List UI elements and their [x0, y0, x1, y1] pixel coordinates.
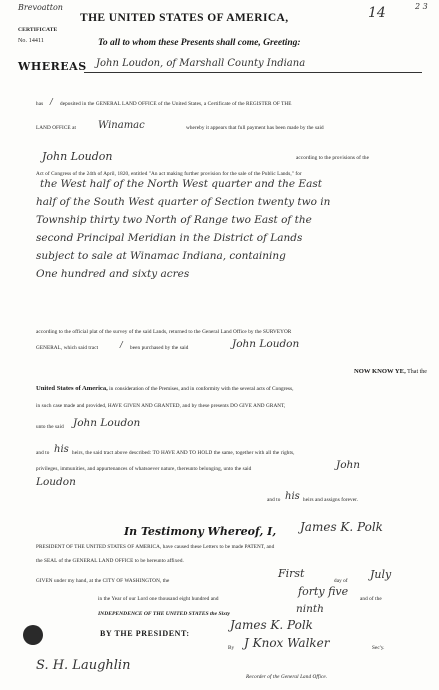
land-description-1: the West half of the North West quarter and the East — [40, 178, 322, 190]
tract-line-pre: GENERAL, which said tract — [36, 345, 99, 351]
plat-line: according to the official plat of the survey of the said Lands, returned to the General Land Office by the SURVEYOR — [36, 329, 292, 335]
secretary-signature: J Knox Walker — [244, 636, 330, 650]
greeting: To all to whom these Presents shall come, Greeting: — [98, 38, 301, 48]
land-office-seal — [23, 625, 43, 645]
land-description-4: second Principal Meridian in the District of Lands — [36, 232, 303, 244]
day-value: First — [278, 567, 305, 580]
unto-line: unto the said — [36, 424, 64, 430]
land-description-2: half of the South West quarter of Section twenty two in — [36, 196, 331, 208]
provisions-line: according to the provisions of the — [296, 155, 369, 161]
by-the-president: BY THE PRESIDENT: — [100, 629, 190, 638]
know-ye — [354, 368, 427, 375]
given-line: GIVEN under my hand, at the CITY OF WASHINGTON, the — [36, 578, 170, 584]
margin-note: Brevoatton — [18, 3, 63, 12]
document-title: THE UNITED STATES OF AMERICA, — [80, 12, 289, 24]
president-signature: James K. Polk — [300, 520, 383, 534]
land-description-3: Township thirty two North of Range two East of the — [36, 214, 312, 226]
year-line: in the Year of our Lord one thousand eight hundred and — [98, 596, 219, 602]
know-ye-rest: That the — [407, 369, 427, 375]
habendum-line: heirs, the said tract above described: TO HAVE AND TO HOLD the same, together with all the rights, — [72, 450, 295, 456]
act-line: Act of Congress of the 24th of April, 1820, entitled "An act making further provision for the sale of the Public Lands," for — [36, 171, 302, 177]
deposit-line-pre: has — [36, 101, 44, 107]
deposit-line: deposited in the GENERAL LAND OFFICE of the United States, a Certificate of the REGISTER OF THE — [60, 101, 292, 107]
consideration-line — [36, 385, 293, 392]
privileges-line: privileges, immunities, and appurtenances of whatsoever nature, thereunto belonging, unto the said — [36, 466, 252, 472]
independence-line: INDEPENDENCE OF THE UNITED STATES the Sixty — [98, 611, 230, 617]
payment-line: whereby it appears that full payment has been made by the said — [186, 125, 324, 131]
certificate-label: CERTIFICATE — [18, 27, 58, 33]
has-mark: / — [50, 97, 53, 106]
month-value: July — [370, 568, 392, 581]
president-line: PRESIDENT OF THE UNITED STATES OF AMERICA, have caused these Letters to be made PATENT, and — [36, 544, 275, 550]
recorder-label: Recorder of the General Land Office. — [246, 674, 328, 680]
certificate-number: No. 14411 — [18, 38, 45, 44]
by-label: By — [228, 645, 235, 651]
know-ye-bold: NOW KNOW YE, — [354, 368, 406, 375]
year-value: forty five — [298, 585, 349, 598]
united-states-bold: United States of America, — [36, 385, 108, 392]
purchased-line: been purchased by the said — [130, 345, 189, 351]
testimony-heading: In Testimony Whereof, I, — [124, 525, 277, 538]
land-office-name: Winamac — [98, 120, 145, 131]
heirs-word-2: his — [285, 491, 300, 502]
recorder-signature: S. H. Laughlin — [36, 658, 131, 673]
president-signature-2: James K. Polk — [230, 618, 313, 632]
grantee-name-3: John Loudon — [73, 417, 141, 429]
and-of-the: and of the — [360, 596, 382, 602]
seal-line: the SEAL of the GENERAL LAND OFFICE to be hereunto affixed. — [36, 558, 184, 564]
page-number: 14 — [368, 5, 386, 21]
assigns-line: heirs and assigns forever. — [303, 497, 359, 503]
independence-year: ninth — [296, 603, 324, 615]
corner-number: 2 3 — [415, 2, 428, 11]
day-label: day of — [334, 578, 348, 584]
grant-line: in such case made and provided, HAVE GIVEN AND GRANTED, and by these presents DO GIVE AND GRANT, — [36, 403, 286, 409]
tract-mark: / — [120, 340, 123, 349]
land-office-label: LAND OFFICE at — [36, 125, 77, 131]
grantee-name-2: John Loudon — [232, 338, 300, 350]
grantee-last-name: Loudon — [36, 476, 76, 488]
heirs-pre: and to — [36, 450, 50, 456]
grantee-name: John Loudon — [42, 150, 113, 163]
rule — [84, 72, 422, 73]
land-description-6: One hundred and sixty acres — [36, 268, 190, 280]
grantee-first-name: John — [336, 459, 361, 471]
whereas-heading: WHEREAS — [18, 60, 87, 73]
secretary-label: Sec'y. — [372, 645, 385, 651]
consideration-text: in consideration of the Premises, and in conformity with the several acts of Congress, — [109, 386, 294, 392]
heirs-word: his — [54, 444, 69, 455]
and-to: and to — [267, 497, 281, 503]
grantee-full: John Loudon, of Marshall County Indiana — [96, 58, 306, 69]
land-description-5: subject to sale at Winamac Indiana, containing — [36, 250, 286, 262]
